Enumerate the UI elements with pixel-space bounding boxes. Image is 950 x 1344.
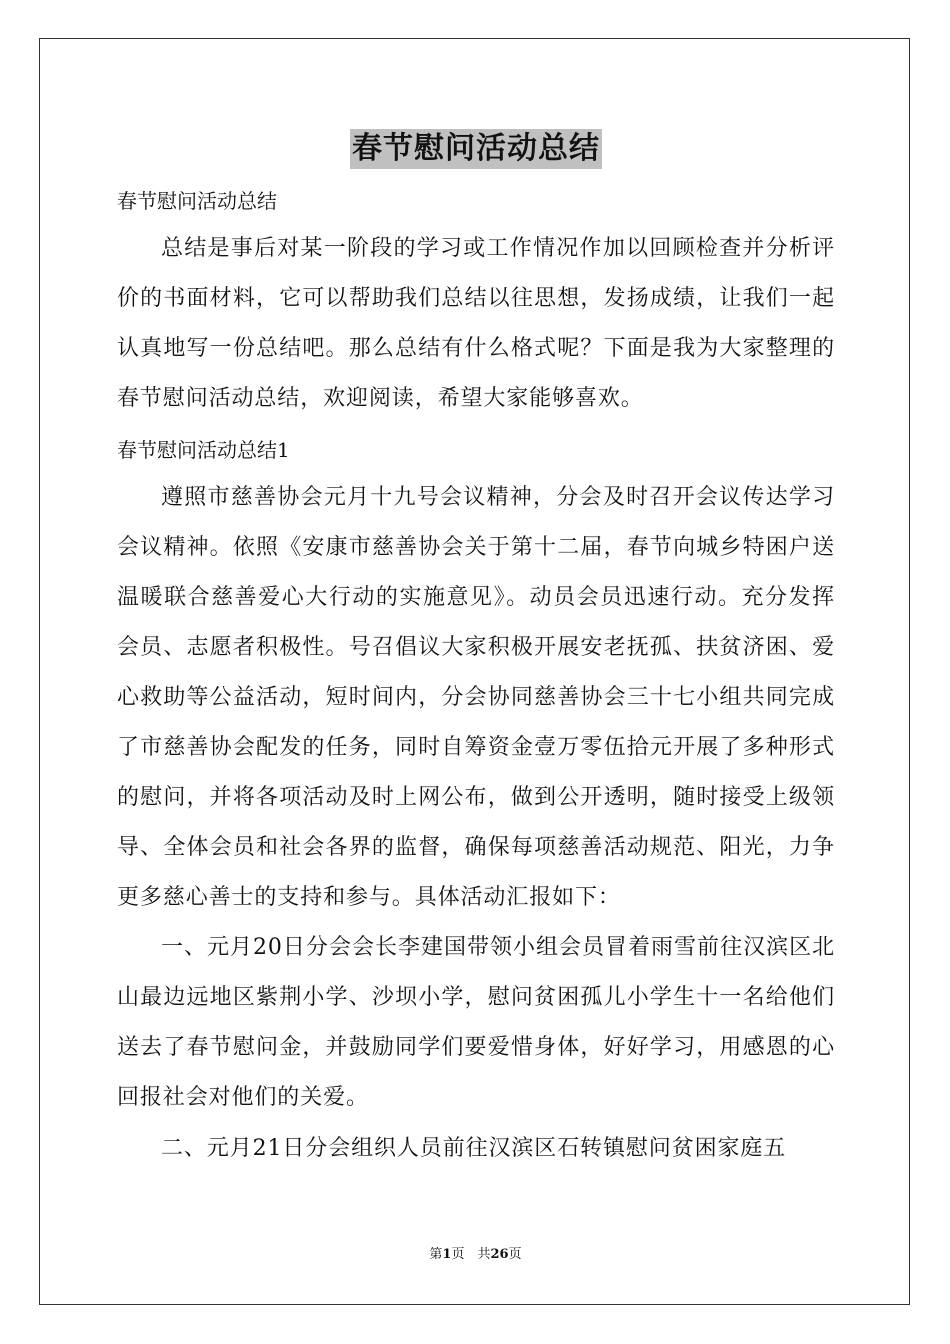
body-paragraph-3: 二、元月21日分会组织人员前往汉滨区石转镇慰问贫困家庭五	[161, 1136, 787, 1161]
document-subtitle: 春节慰问活动总结	[117, 189, 277, 213]
footer-prefix: 第	[429, 1247, 443, 1262]
intro-paragraph: 总结是事后对某一阶段的学习或工作情况作加以回顾检查并分析评价的书面材料，它可以帮助我们总结以往思想，发扬成绩，让我们一起认真地写一份总结吧。那么总结有什么格式呢？下面是我为大家整理的春节慰问活动总结，欢迎阅读，希望大家能够喜欢。	[117, 236, 835, 411]
page-footer	[40, 1247, 911, 1263]
body-paragraph-2: 一、元月20日分会会长李建国带领小组会员冒着雨雪前往汉滨区北山最边远地区紫荆小学、沙坝小学，慰问贫困孤儿小学生十一名给他们送去了春节慰问金，并鼓励同学们要爱惜身体，好好学习，用感恩的心回报社会对他们的关爱。	[117, 935, 835, 1110]
document-title: 春节慰问活动总结	[350, 129, 602, 169]
total-page-count: 26	[490, 1247, 509, 1262]
footer-suffix: 页	[508, 1247, 522, 1262]
current-page-number: 1	[442, 1247, 452, 1262]
title-container	[117, 129, 835, 169]
footer-mid: 页 共	[451, 1247, 491, 1262]
body-paragraph-1: 遵照市慈善协会元月十九号会议精神，分会及时召开会议传达学习会议精神。依照《安康市慈善协会关于第十二届，春节向城乡特困户送温暖联合慈善爱心大行动的实施意见》。动员会员迅速行动。充分发挥会员、志愿者积极性。号召倡议大家积极开展安老抚孤、扶贫济困、爱心救助等公益活动，短时间内，分会协同慈善协会三十七小组共同完成了市慈善协会配发的任务，同时自筹资金壹万零伍拾元开展了多种形式的慰问，并将各项活动及时上网公布，做到公开透明，随时接受上级领导、全体会员和社会各界的监督，确保每项慈善活动规范、阳光，力争更多慈心善士的支持和参与。具体活动汇报如下：	[117, 485, 835, 910]
section-heading: 春节慰问活动总结1	[117, 438, 290, 462]
document-page	[39, 38, 910, 1305]
